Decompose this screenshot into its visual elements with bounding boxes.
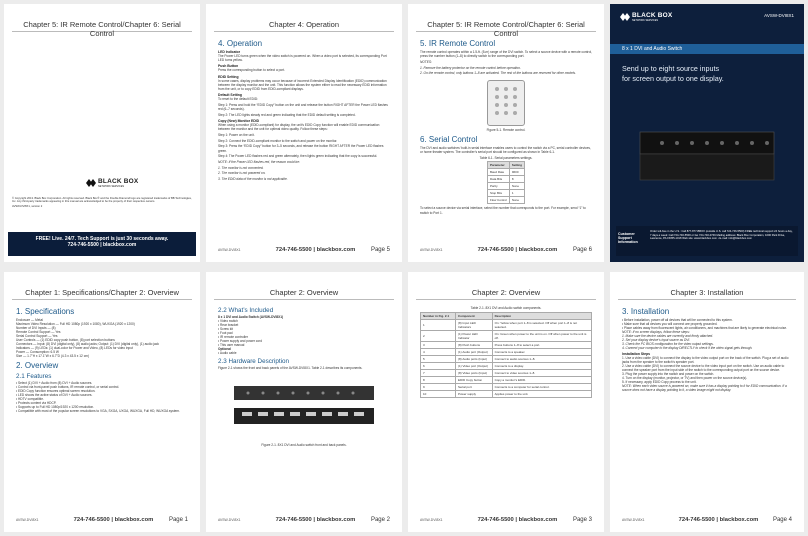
manual-page-back-cover bbox=[4, 4, 200, 262]
text: AVSW-DVI8X1 bbox=[420, 518, 443, 522]
text: • Screw kit bbox=[218, 327, 233, 331]
text: (8) Video ports (Input) bbox=[456, 369, 493, 376]
text: blackbox.com bbox=[316, 247, 356, 253]
text: for screen output to one display. bbox=[622, 74, 724, 83]
table-row bbox=[421, 376, 592, 383]
text: BLACK BOX bbox=[98, 178, 139, 185]
text: The Power LED turns green when the video switch is powered on. When a video port is selected, its corresponding Port LED turns yellow. bbox=[218, 54, 387, 63]
version-text: AVSW-DVI8X1, version 2 bbox=[12, 205, 43, 209]
text: Page 5 bbox=[370, 247, 390, 253]
text: 3. The EDID data of the monitor is not applicable. bbox=[218, 177, 288, 182]
page-footer bbox=[16, 517, 188, 523]
text: Copy (New) Monitor EDID bbox=[218, 119, 260, 124]
manual-page-2 bbox=[206, 272, 402, 532]
text: Connect to audio sources 1–8. bbox=[492, 355, 591, 362]
text: AVSW-DVI8X1 bbox=[218, 248, 241, 252]
double-diamond-icon bbox=[86, 178, 96, 188]
text: On: Green when power to the unit is on. Off when power to the unit is off. bbox=[492, 330, 591, 341]
text: (8) Input LED Indicators bbox=[456, 319, 493, 330]
text: 10 bbox=[421, 390, 456, 397]
text: Connects to a display. bbox=[492, 362, 591, 369]
text: • Compatible with most of the popular screen resolutions to VGA, SXGA, UXGA, WUXGA, Full HD, WUXGA system. bbox=[16, 409, 180, 413]
text: AVSW-DVI8X1 bbox=[16, 518, 39, 522]
text: Default Setting bbox=[218, 93, 242, 98]
text: | bbox=[515, 247, 518, 253]
table-row bbox=[487, 197, 524, 204]
table-row bbox=[487, 176, 524, 183]
text: blackbox.com bbox=[518, 517, 558, 523]
page-footer bbox=[622, 517, 792, 523]
text: | bbox=[515, 517, 518, 523]
table-row bbox=[421, 390, 592, 397]
text: Connects to a computer for serial control. bbox=[492, 383, 591, 390]
text: Number in Fig. 2-1 bbox=[421, 312, 456, 319]
text: Order toll-free in the U.S.: Call 877-877-BBOX (outside U.S. call 724-746-5500) FREE technical support 24 hours a day, 7 days a week: Call 724-746-5500 or fax 724-746-0746 Mailing address: Black Box Corporation, 1000 Park Drive, Lawrence, PA 15055-1018 Web site: www.blackbox.com • E-mail: info@blackbox.com bbox=[650, 230, 793, 241]
text: blackbox.com bbox=[102, 242, 137, 248]
text: Page 1 bbox=[168, 517, 188, 523]
text: (8) Push buttons bbox=[456, 341, 493, 348]
manual-page-3 bbox=[408, 272, 604, 532]
text: To reset to the default EDID: bbox=[218, 97, 259, 102]
components-table bbox=[420, 312, 592, 398]
page-footer bbox=[218, 247, 390, 253]
text: 2. Overview bbox=[16, 361, 59, 370]
page-header: Chapter 4: Operation bbox=[214, 4, 394, 32]
text: 9 bbox=[421, 383, 456, 390]
text: Optional bbox=[218, 347, 231, 351]
text: 1. Use a video cable (DVI) to connect the display to the video output port on the back of the switch. Plug a set of audio jacks from the speaker to the switch’s speaker port. bbox=[622, 356, 789, 364]
manual-front-cover bbox=[610, 4, 804, 262]
section-title: 4. Operation bbox=[218, 39, 263, 48]
text: 4. Connect your computer to the display DIRECTLY to check if the video signal gets through. bbox=[622, 346, 753, 350]
brand-logo bbox=[86, 178, 138, 188]
text: 724-746-5500 bbox=[275, 247, 312, 253]
text: blackbox.com bbox=[518, 247, 558, 253]
customer-support-box bbox=[616, 226, 798, 256]
text: 724-746-5500 bbox=[678, 517, 715, 523]
text: Press the corresponding button to select a port. bbox=[218, 68, 285, 73]
text: NOTE: When each video source is powered on, make sure it has a display pointing to it for EDID communication. If a source does not have a display pointing to it, a video image might not display. bbox=[622, 384, 787, 392]
text: 3. Check the PC BIOS configuration for the video output settings. bbox=[622, 342, 714, 346]
text: Figure 5-1. Remote control. bbox=[486, 127, 526, 132]
text: Indicators — (9) LEDs: (1) dual-color for Power and Video, (8) LEDs for video input bbox=[16, 346, 133, 350]
text: 1 bbox=[421, 319, 456, 330]
table-row bbox=[487, 190, 524, 197]
text: Table 2-1. 8X1 DVI and Audio switch components. bbox=[470, 306, 542, 310]
text: • Select (1) DVI + Audio from (8) DVI + Audio sources. bbox=[16, 381, 93, 385]
text: Page 3 bbox=[572, 517, 592, 523]
page-footer bbox=[420, 247, 592, 253]
text: blackbox.com bbox=[316, 517, 356, 523]
table-row bbox=[421, 330, 592, 341]
text: | bbox=[313, 247, 316, 253]
text: Remote Control Support — Yes bbox=[16, 330, 61, 334]
text: Page 2 bbox=[370, 517, 390, 523]
text: Maximum Video Resolution — Full HD 1080p (1920 x 1080), WUXGA (1920 x 1200) bbox=[16, 322, 135, 326]
text: EDID Copy button bbox=[456, 376, 493, 383]
text: Installation Steps bbox=[622, 352, 651, 356]
text: Chapter 3: Installation bbox=[618, 272, 796, 300]
manual-page-6 bbox=[408, 4, 604, 262]
table-row bbox=[421, 383, 592, 390]
text: On: Yellow when port 1–8 is selected. Off when port 1–8 is not selected. bbox=[492, 319, 591, 330]
product-title: 8 x 1 DVI and Audio Switch bbox=[610, 44, 804, 54]
text: 1. Remove the battery protector on the remote control before operation. bbox=[420, 65, 521, 70]
text: • LED shows the active status of DVI + Audio sources. bbox=[16, 393, 93, 397]
text: • Power supply and power cord bbox=[218, 339, 262, 343]
table-row bbox=[421, 362, 592, 369]
text: 5. If necessary, apply EDID Copy process to the unit. bbox=[622, 380, 697, 384]
text: BLACK BOX bbox=[632, 12, 673, 19]
page-header: Chapter 5: IR Remote Control/Chapter 6: Serial Control bbox=[416, 4, 596, 32]
text: 724-746-5500 bbox=[477, 247, 514, 253]
text: Chapter 2: Overview bbox=[416, 272, 596, 300]
text: User Controls — (1) EDID copy push button, (8) port selection buttons bbox=[16, 338, 115, 342]
copyright-text: © Copyright 2013. Black Box Corporation. All rights reserved. Black Box® and the Double Diamond logo are registered trademarks of BB Technologies, Inc. Any third-party trademarks appearing in this manual are acknowledged to be the property of their respective owners. bbox=[12, 197, 192, 204]
text: Push Button bbox=[218, 64, 239, 69]
product-photo bbox=[622, 100, 792, 218]
text: | bbox=[111, 517, 114, 523]
text: The DVI and audio switches’ built-in serial interface enables users to control the switch via a PC, serial controller devices, or home theater system. The controller’s serial port should be configured as shown in Table 6-1. bbox=[420, 145, 591, 154]
text: 6 bbox=[421, 362, 456, 369]
text: Chapter 2: Overview bbox=[214, 272, 394, 300]
text: Table 6-1. Serial parameters settings. bbox=[479, 155, 533, 160]
text: 724-746-5500 bbox=[73, 517, 110, 523]
text: 2.2 What’s Included bbox=[218, 307, 274, 314]
text: Step 2: The LED lights steady red and green indicating that the EDID default setting is completed. bbox=[218, 112, 356, 117]
text: Parameter bbox=[487, 162, 509, 169]
text: Serial port bbox=[456, 383, 493, 390]
text: Parity bbox=[487, 183, 509, 190]
text: Stop Bits bbox=[487, 190, 509, 197]
text: Send up to eight source inputs bbox=[622, 64, 720, 73]
text: | bbox=[716, 517, 719, 523]
text: Step 3: Press the “EDID Copy” button for 3–5 seconds, and release the button RIGHT AFTER the Power LED flashes green. bbox=[218, 144, 384, 153]
text: AVSW-DVI8X1 bbox=[764, 13, 794, 18]
text: blackbox.com bbox=[114, 517, 154, 523]
text: Data Bits bbox=[487, 176, 509, 183]
text: 3 bbox=[421, 341, 456, 348]
text: 724-746-5500 bbox=[67, 242, 99, 248]
table-row bbox=[421, 319, 592, 330]
text: (1) Video port (Output) bbox=[456, 362, 493, 369]
text: AVSW-DVI8X1 bbox=[218, 518, 241, 522]
text: 2. Use a video cable (DVI) to connect the source device to the video input port on the switch. Use an audio cable to connect the speaker port from the input side of the switch to the corresponding output port on the source device. bbox=[622, 364, 785, 372]
brand-logo bbox=[620, 12, 672, 22]
text: 1. Make sure the device cables are correctly and firmly attached. bbox=[622, 334, 714, 338]
text: 724-746-5500 bbox=[275, 517, 312, 523]
text: The remote control operates within a 1.5-ft. (5-m) range of the DVI switch. To select a source device with a remote control, press the number button (1–8) to directly switch to the corresponding port. bbox=[420, 50, 592, 59]
text: • IR remote controller bbox=[218, 335, 248, 339]
text: 9600 bbox=[509, 169, 524, 176]
text: AVSW-DVI8X1 bbox=[420, 248, 443, 252]
text: Description bbox=[492, 312, 591, 319]
text: 2 bbox=[421, 330, 456, 341]
text: Page 6 bbox=[572, 247, 592, 253]
text: AVSW-DVI8X1 bbox=[622, 518, 645, 522]
page-footer bbox=[420, 517, 592, 523]
text: Chapter 1: Specifications/Chapter 2: Overview bbox=[12, 272, 192, 300]
text: 2.1 Features bbox=[16, 373, 52, 380]
text: • Before installation, power off all devices that will be connected to this system. bbox=[622, 318, 733, 322]
text: 3. Installation bbox=[622, 307, 670, 316]
text: Copy a monitor’s EDID. bbox=[492, 376, 591, 383]
text: When using a monitor (EDID-compliant) for display, the unit’s EDID Copy function will enable EDID communication between the monitor and the unit for optimal video quality. Follow these steps: bbox=[218, 123, 380, 132]
text: 1 bbox=[509, 190, 524, 197]
text: (1) Power LED Indicator bbox=[456, 330, 493, 341]
text: • This user manual bbox=[218, 343, 245, 347]
text: FREE! Live. 24/7. Tech Support is just 30 seconds away. bbox=[35, 236, 169, 242]
text: Page 4 bbox=[772, 517, 792, 523]
text: 6. Serial Control bbox=[420, 134, 478, 144]
text: Press buttons 1–8 to select a port. bbox=[492, 341, 591, 348]
text: Customer Support Information bbox=[618, 232, 638, 244]
text: 2. On the remote control, only buttons 1–8 are activated. The rest of the buttons are reserved for other models. bbox=[420, 71, 576, 76]
text: NETWORK SERVICES bbox=[98, 185, 125, 188]
text: Figure 2-1. 8X1 DVI and Audio switch front and back panels. bbox=[261, 443, 347, 448]
support-banner bbox=[8, 232, 196, 256]
table-row bbox=[421, 341, 592, 348]
text: 2.3 Hardware Description bbox=[218, 358, 290, 365]
text: LED Indicator bbox=[218, 50, 241, 54]
text: Step 1: Power on the unit. bbox=[218, 132, 255, 137]
text: • Audio cable bbox=[218, 351, 237, 355]
text: Number of DVI Inputs — (8) bbox=[16, 326, 56, 330]
text: 3. Plug the power supply into the switch and power on the switch. bbox=[622, 372, 715, 376]
text: 2. The monitor is not powered on. bbox=[218, 171, 266, 176]
double-diamond-icon bbox=[620, 12, 630, 22]
text: 4 bbox=[421, 348, 456, 355]
table-row bbox=[421, 369, 592, 376]
text: In some cases, display problems may occur because of incorrect Extended Display Identification (EDID) communication between the display monitor and the unit. This function allows the system either to read the necessary EDID information from the unit, or to copy EDID from EDID-compliant displays. bbox=[218, 78, 387, 92]
text: • Control via front-panel push buttons, IR remote control, or serial control. bbox=[16, 385, 120, 389]
text: • Rear bracket bbox=[218, 323, 239, 327]
text: NOTES: bbox=[420, 59, 432, 64]
text: EDID Setting bbox=[218, 74, 239, 79]
remote-control-image bbox=[487, 80, 525, 126]
text: • Place cables away from fluorescent lights, air conditioners, and machines that are likely to generate electrical noise. bbox=[622, 326, 788, 330]
text: • Foot pad bbox=[218, 331, 233, 335]
text: Serial Control Support — Yes bbox=[16, 334, 58, 338]
text: None bbox=[509, 197, 524, 204]
table-row bbox=[421, 355, 592, 362]
text: Flow Control bbox=[487, 197, 509, 204]
text: Connects to a speaker. bbox=[492, 348, 591, 355]
text: None bbox=[509, 183, 524, 190]
text: NETWORK SERVICES bbox=[632, 19, 659, 22]
text: • Make sure that all devices you will connect are properly grounded. bbox=[622, 322, 718, 326]
text: 724-746-5500 bbox=[477, 517, 514, 523]
table-row bbox=[421, 348, 592, 355]
text: • Supports up to Full HD 1080p/1920 x 1200 resolution. bbox=[16, 405, 95, 409]
manual-page-4 bbox=[610, 272, 804, 532]
text: NOTE: If no screen displays, follow these steps: bbox=[622, 330, 690, 334]
text: Baud Rate bbox=[487, 169, 509, 176]
text: • Video switch bbox=[218, 319, 238, 323]
text: | bbox=[100, 242, 102, 248]
text: 1. Specifications bbox=[16, 307, 75, 316]
text: Setting bbox=[509, 162, 524, 169]
text: (8) Audio ports (Input) bbox=[456, 355, 493, 362]
text: Enclosure — Metal bbox=[16, 318, 43, 322]
text: | bbox=[313, 517, 316, 523]
text: blackbox.com bbox=[719, 517, 759, 523]
text: Component bbox=[456, 312, 493, 319]
text: Step 2: Connect the EDID-compliant monitor to the switch and power on the monitor. bbox=[218, 138, 338, 143]
page-footer bbox=[218, 517, 390, 523]
text: Step 1: Press and hold the “EDID Copy” button on the unit and release the button RIGHT AFTER the Power LED flashes red (6–7 seconds). bbox=[218, 102, 388, 112]
text: Connect to video sources 1–8. bbox=[492, 369, 591, 376]
text: To select a source device via serial interface, select the number that corresponds to the port. For example, send “1” to switch to Port 1. bbox=[420, 206, 586, 215]
text: 5. IR Remote Control bbox=[420, 39, 496, 48]
text: Figure 2-1 shows the front and back panels of the AVSW-DVI8X1. Table 2-1 describes its components. bbox=[218, 366, 363, 370]
table-row bbox=[487, 183, 524, 190]
text: Power supply bbox=[456, 390, 493, 397]
text: 2. Set your display device’s input source as DVI. bbox=[622, 338, 691, 342]
text: Power — Consumption: 6.5 W bbox=[16, 350, 59, 354]
text: 8 x 1 DVI and Audio Switch (AVSW-DVI8X1) bbox=[218, 315, 284, 319]
text: Step 4: The Power LED flashes red and green alternately, then lights green indicating that the copy is successful. bbox=[218, 154, 378, 159]
text: Applies power to the unit. bbox=[492, 390, 591, 397]
text: 5 bbox=[421, 355, 456, 362]
text: 1. The monitor is not connected. bbox=[218, 165, 264, 170]
text: 8 bbox=[509, 176, 524, 183]
text: • EDID Copy function ensures optimal screen resolution. bbox=[16, 389, 96, 393]
text: NOTE: If the Power LED flashes red, the reason could be: bbox=[218, 159, 300, 164]
table-row bbox=[487, 169, 524, 176]
text: Size — 1.7"H x 17.1"W x 6.7"D (4.3 x 43.5 x 12 cm) bbox=[16, 354, 90, 358]
text: 4. Turn on the display (monitor, projector, or TV) and then power on the source device(s). bbox=[622, 376, 748, 380]
text: 8 bbox=[421, 376, 456, 383]
manual-page-1 bbox=[4, 272, 200, 532]
serial-params-table bbox=[487, 161, 525, 204]
text: (1) Audio port (Output) bbox=[456, 348, 493, 355]
text: • HDTV compatible. bbox=[16, 397, 44, 401]
text: • Protects content via HDCP. bbox=[16, 401, 57, 405]
hardware-diagram bbox=[218, 376, 390, 443]
page-header: Chapter 5: IR Remote Control/Chapter 6: Serial Control bbox=[12, 4, 192, 32]
manual-page-5 bbox=[206, 4, 402, 262]
text: Connectors — Input: (8) DVI (digital only), (8) audio jacks; Output: (1) DVI (digital only), (1) audio jack bbox=[16, 342, 159, 346]
text: 7 bbox=[421, 369, 456, 376]
